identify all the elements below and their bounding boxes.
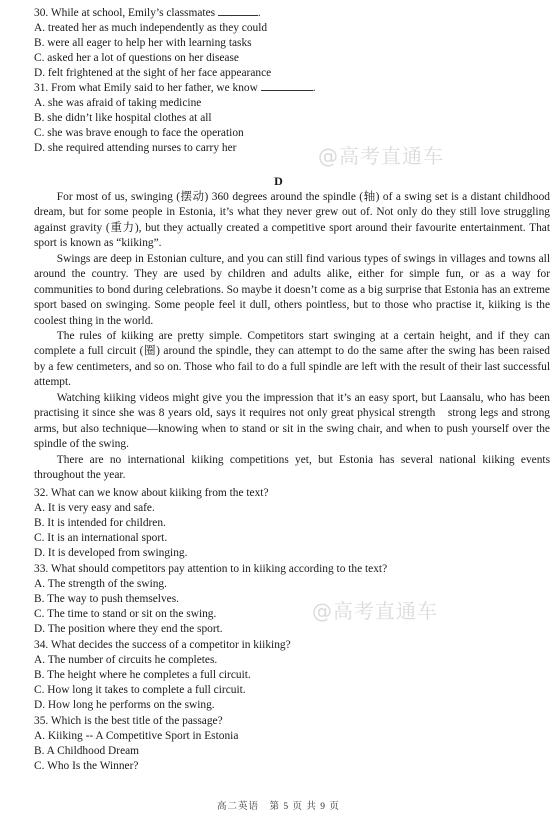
watermark: @高考直通车 bbox=[318, 144, 444, 168]
passage-paragraph-5: There are no international kiiking competitions yet, but Estonia has several national kiiking events throughout the year. bbox=[34, 454, 550, 482]
question-34-option-c: C. How long it takes to complete a full circuit. bbox=[34, 684, 246, 696]
question-33-stem: 33. What should competitors pay attention to in kiiking according to the text? bbox=[34, 563, 388, 575]
section-letter: D bbox=[274, 174, 283, 188]
passage-paragraph-4: Watching kiiking videos might give you the impression that it’s an easy sport, but Laansalu, who has been practising it since she was 8 years old, says it requires not only great physical strength strong legs and strong arms, but also technique—knowing when to stand or sit in the swing chair, and when to push yourself over the spindle of the swing. bbox=[34, 392, 550, 451]
question-32-option-b: B. It is intended for children. bbox=[34, 517, 166, 529]
passage-paragraph-3: The rules of kiiking are pretty simple. Competitors start swinging at a certain height, and if they can complete a full circuit (圈) around the spindle, they can attempt to do the same after the swing has been raised by a few centimeters, and so on. Those who fail to do a full spindle are left with the result of their last successful attempt. bbox=[34, 330, 550, 389]
question-32-option-d: D. It is developed from swinging. bbox=[34, 547, 188, 559]
question-32-option-c: C. It is an international sport. bbox=[34, 532, 168, 544]
question-33-option-c: C. The time to stand or sit on the swing. bbox=[34, 608, 217, 620]
question-30-option-a: A. treated her as much independently as they could bbox=[34, 22, 268, 34]
question-30-option-d: D. felt frightened at the sight of her face appearance bbox=[34, 67, 272, 79]
question-33-option-d: D. The position where they end the sport. bbox=[34, 623, 223, 635]
question-32-stem: 32. What can we know about kiiking from the text? bbox=[34, 487, 269, 499]
page-footer: 高二英语 第 5 页 共 9 页 bbox=[217, 802, 340, 812]
question-30-option-b: B. were all eager to help her with learning tasks bbox=[34, 37, 252, 49]
passage-paragraph-1: For most of us, swinging (摆动) 360 degrees around the spindle (轴) of a swing set is a distant childhood dream, but for some people in Estonia, it’s what they never grew out of. Not only do they still love struggling against gravity (重力), but they actually created a competitive sport around their favourite entertainment. That sport is known as “kiiking”. bbox=[34, 191, 550, 250]
watermark: @高考直通车 bbox=[312, 599, 438, 623]
question-33-option-b: B. The way to push themselves. bbox=[34, 593, 180, 605]
question-34-option-d: D. How long he performs on the swing. bbox=[34, 699, 215, 711]
question-32-option-a: A. It is very easy and safe. bbox=[34, 502, 155, 514]
question-31-option-d: D. she required attending nurses to carry her bbox=[34, 142, 237, 154]
question-35-option-c: C. Who Is the Winner? bbox=[34, 760, 139, 772]
question-34-stem: 34. What decides the success of a competitor in kiiking? bbox=[34, 639, 291, 651]
question-30-stem: 30. While at school, Emily’s classmates . bbox=[34, 7, 261, 19]
question-31-option-b: B. she didn’t like hospital clothes at all bbox=[34, 112, 212, 124]
question-31-option-c: C. she was brave enough to face the operation bbox=[34, 127, 244, 139]
question-34-option-b: B. The height where he completes a full circuit. bbox=[34, 669, 251, 681]
question-35-option-a: A. Kiiking -- A Competitive Sport in Estonia bbox=[34, 730, 239, 742]
question-31-option-a: A. she was afraid of taking medicine bbox=[34, 97, 202, 109]
question-33-option-a: A. The strength of the swing. bbox=[34, 578, 167, 590]
passage-paragraph-2: Swings are deep in Estonian culture, and you can still find various types of swings in villages and towns all around the country. They are used by children and adults alike, either for simple fun, or as a way for communities to bond during celebrations. So maybe it doesn’t come as a big surprise that Estonia has an extreme sport based on swinging. Some people feel it dull, others pointless, but to those who practise it, kiiking is the coolest thing in the world. bbox=[34, 253, 550, 327]
question-35-option-b: B. A Childhood Dream bbox=[34, 745, 140, 757]
question-31-stem: 31. From what Emily said to her father, we know . bbox=[34, 82, 316, 94]
question-34-option-a: A. The number of circuits he completes. bbox=[34, 654, 218, 666]
question-30-option-c: C. asked her a lot of questions on her disease bbox=[34, 52, 239, 64]
question-35-stem: 35. Which is the best title of the passage? bbox=[34, 715, 223, 727]
